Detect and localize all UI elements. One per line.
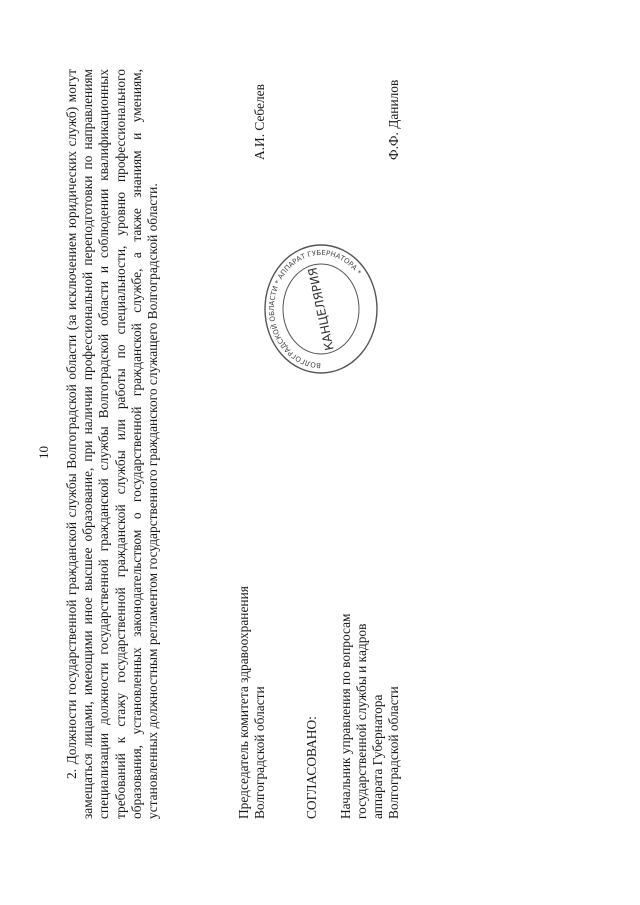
approved-label: СОГЛАСОВАНО: [304,716,319,819]
head-title-line-2: государственной службы и кадров [354,623,369,819]
paragraph-text: 2. Должности государственной гражданской службы Волгоградской области (за исключением юридических служб) могут замещаться лицами, имеющими иное высшее образование, при наличии профессиональной переподготовки по направлениям специализации должности государственной гражданской службы Волгоградской области и соблюдении квалификационных требований к стажу государственной гражданской службы или работы по специальности, уровню профессионального образования, установленных законодательством о государственной гражданской службе, а также знаниям и умениям, установленных должностным регламентом государственного гражданского служащего Волгоградской области. [64,69,161,819]
head-title-line-3: аппарата Губернатора [370,694,385,819]
head-name: Ф.Ф. Данилов [386,79,401,160]
stamp-center-text: КАНЦЕЛЯРИЯ [305,266,337,352]
chair-title-line-2: Волгоградской области [252,686,267,819]
chair-title-line-1: Председатель комитета здравоохранения [236,586,251,819]
office-stamp [262,241,380,377]
body-paragraph [64,69,161,819]
chair-name: А.И. Себелев [252,84,267,160]
stamp-ring-text: ВОЛГОГРАДСКОЙ ОБЛАСТИ * АППАРАТ ГУБЕРНАТОРА * [267,248,363,370]
page-number: 10 [36,446,51,459]
head-title [338,613,402,819]
head-title-line-1: Начальник управления по вопросам [338,613,353,819]
chair-title [236,586,268,819]
head-title-line-4: Волгоградской области [386,686,401,819]
